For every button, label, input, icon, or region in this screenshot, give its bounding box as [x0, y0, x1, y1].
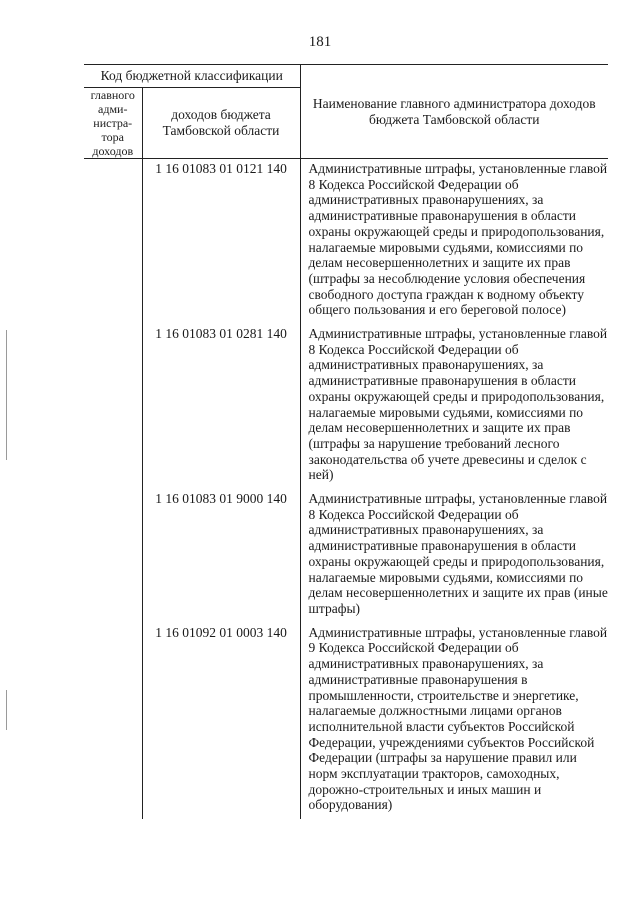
header-admin-column: главного адми-нистра-тора доходов: [84, 88, 142, 159]
admin-code-cell: [84, 623, 142, 819]
header-group-title: Код бюджетной классификации: [84, 65, 300, 88]
table-row: [84, 623, 608, 819]
description-cell: Административные штрафы, установленные главой 8 Кодекса Российской Федерации об административных правонарушениях, за административные правонарушения в области охраны окружающей среды и природопользования, налагаемые мировыми судьями, комиссиями по делам несовершеннолетних и защите их прав (штрафы за нарушение требований лесного законодательства об учете древесины и сделок с ней): [308, 326, 608, 483]
income-code-cell: 1 16 01092 01 0003 140: [142, 623, 300, 819]
admin-code-cell: [84, 324, 142, 489]
header-row-1: [84, 65, 608, 88]
description-cell: Административные штрафы, установленные главой 9 Кодекса Российской Федерации об административных правонарушениях, за административные правонарушения в промышленности, строительстве и энергетике, налагаемые должностными лицами органов исполнительной власти субъектов Российской Федерации, учреждениями субъектов Российской Федерации (штрафы за нарушение правил или норм эксплуатации тракторов, самоходных, дорожно-строительных и иных машин и оборудования): [308, 624, 608, 813]
budget-classification-table: [84, 64, 608, 819]
income-code-cell: 1 16 01083 01 9000 140: [142, 489, 300, 623]
header-name-column: Наименование главного администратора доходов бюджета Тамбовской области: [300, 65, 608, 159]
admin-code-cell: [84, 489, 142, 623]
income-code-cell: 1 16 01083 01 0121 140: [142, 159, 300, 325]
header-income-column: доходов бюджета Тамбовской области: [142, 88, 300, 159]
table-row: [84, 159, 608, 325]
table-row: [84, 324, 608, 489]
description-cell: Административные штрафы, установленные главой 8 Кодекса Российской Федерации об административных правонарушениях, за административные правонарушения в области охраны окружающей среды и природопользования, налагаемые мировыми судьями, комиссиями по делам несовершеннолетних и защите их прав (иные штрафы): [308, 491, 608, 616]
description-cell: Административные штрафы, установленные главой 8 Кодекса Российской Федерации об административных правонарушениях, за административные правонарушения в области охраны окружающей среды и природопользования, налагаемые мировыми судьями, комиссиями по делам несовершеннолетних и защите их прав (штрафы за несоблюдение условия обеспечения свободного доступа граждан к водному объекту общего пользования и его береговой полосе): [308, 161, 608, 318]
scan-margin-mark-lower: [6, 690, 7, 730]
scan-margin-mark: [6, 330, 7, 460]
table-row: [84, 489, 608, 623]
page-number: 181: [308, 34, 332, 50]
admin-code-cell: [84, 159, 142, 325]
income-code-cell: 1 16 01083 01 0281 140: [142, 324, 300, 489]
